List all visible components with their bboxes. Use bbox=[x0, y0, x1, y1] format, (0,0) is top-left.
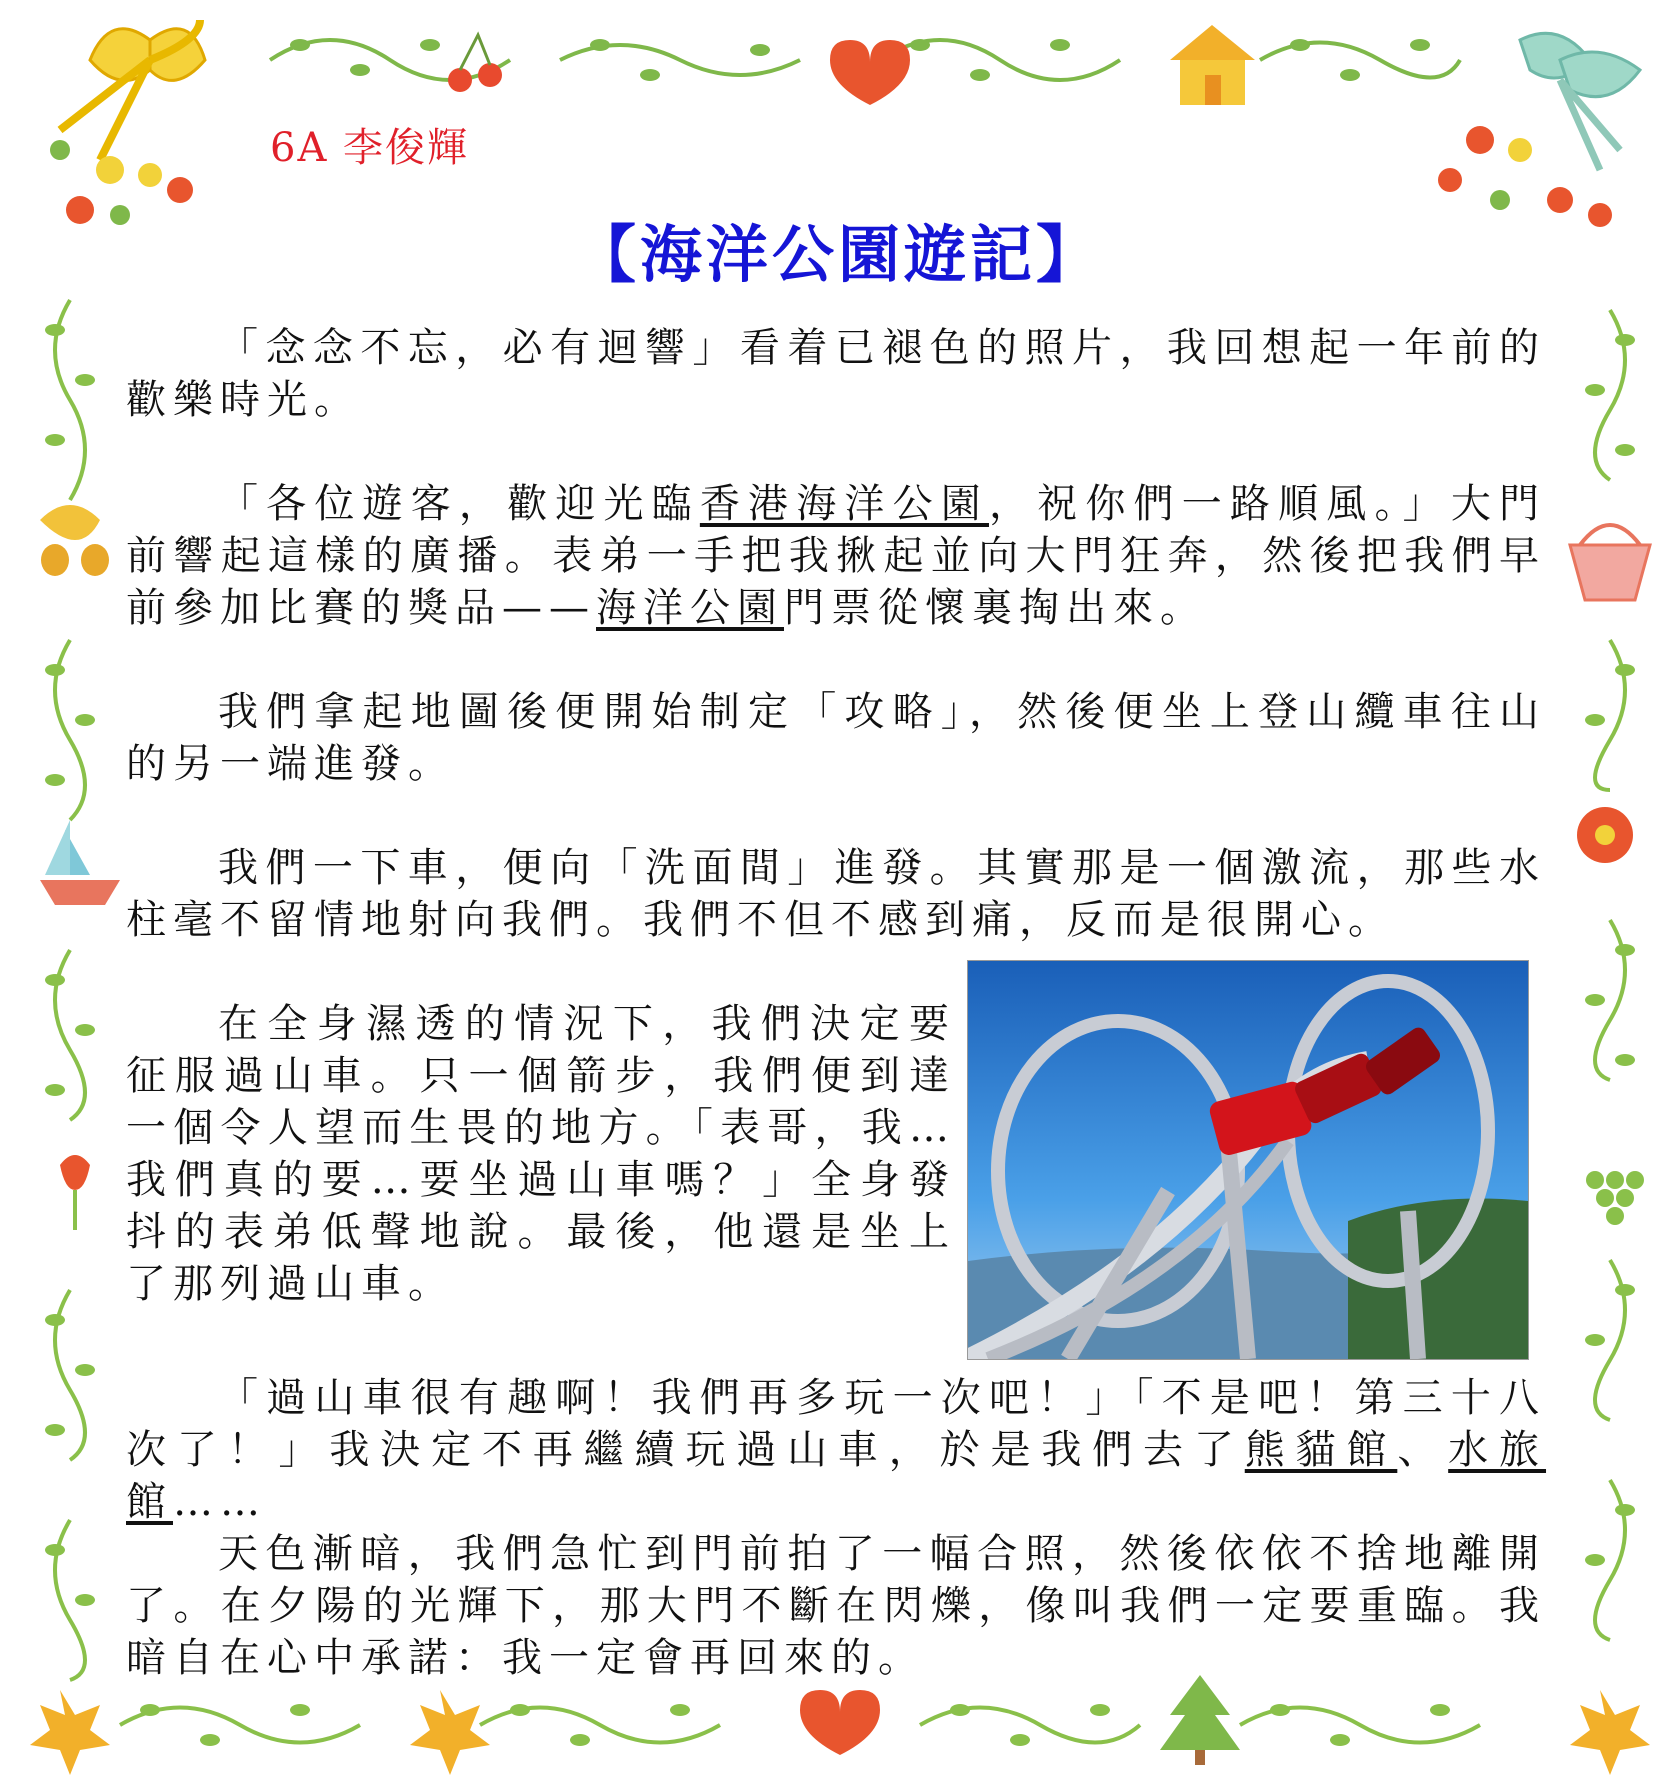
pine-tree-icon bbox=[1160, 1675, 1240, 1765]
paragraph-5 bbox=[126, 998, 956, 1310]
paragraph-text: 「過山車很有趣啊！我們再多玩一次吧！」「不是吧！第三十八次了！」我決定不再繼續玩過山車，於是我們去了 bbox=[126, 1375, 1546, 1473]
paragraph-2 bbox=[126, 478, 1546, 634]
place-name-ocean-park-short: 海洋公園 bbox=[596, 585, 784, 631]
paragraph-text: 我們一下車，便向「洗面間」進發。其實那是一個激流，那些水柱毫不留情地射向我們。我們不但不感到痛，反而是很開心。 bbox=[126, 845, 1546, 943]
grapes-icon bbox=[1586, 1171, 1644, 1225]
paragraph-7 bbox=[126, 1528, 1546, 1684]
maple-leaf-icon-right bbox=[1570, 1690, 1650, 1775]
roller-coaster-photo bbox=[967, 960, 1529, 1360]
place-name-panda-house: 熊貓館 bbox=[1244, 1427, 1398, 1473]
acorn-icon bbox=[40, 505, 109, 576]
right-leaves bbox=[1585, 334, 1635, 1566]
essay-title: 【海洋公園遊記】 bbox=[573, 218, 1102, 291]
flower-icon bbox=[1577, 807, 1633, 863]
heart-icon bbox=[830, 40, 910, 105]
paragraph-text: 我們拿起地圖後便開始制定「攻略」，然後便坐上登山纜車往山的另一端進發。 bbox=[126, 689, 1546, 787]
right-vine bbox=[1595, 310, 1625, 1640]
paragraph-text: 門票從懷裏掏出來。 bbox=[784, 585, 1207, 631]
author-name: 6A 李俊輝 bbox=[270, 125, 470, 171]
place-name-aquarium: 水旅館 bbox=[126, 1427, 1547, 1525]
paragraph-4 bbox=[126, 842, 1546, 946]
tulip-icon bbox=[60, 1155, 90, 1230]
paragraph-text: 天色漸暗，我們急忙到門前拍了一幅合照，然後依依不捨地離開了。在夕陽的光輝下，那大門不斷在閃爍，像叫我們一定要重臨。我暗自在心中承諾：我一定會再回來的。 bbox=[126, 1531, 1546, 1681]
paragraph-text: 「各位遊客，歡迎光臨 bbox=[218, 481, 700, 527]
house-icon bbox=[1170, 25, 1255, 105]
maple-leaf-icon-left bbox=[30, 1690, 110, 1775]
roller-coaster-image bbox=[968, 961, 1528, 1359]
basket-icon bbox=[1570, 525, 1650, 600]
paragraph-3 bbox=[126, 686, 1546, 790]
paragraph-1 bbox=[126, 322, 1546, 426]
bottom-heart-icon bbox=[800, 1690, 880, 1755]
maple-leaf-icon-mid bbox=[410, 1690, 490, 1775]
place-name-ocean-park: 香港海洋公園 bbox=[699, 481, 989, 527]
cherry-icon bbox=[448, 35, 502, 92]
sailboat-icon bbox=[40, 820, 120, 905]
paragraph-6 bbox=[126, 1372, 1546, 1528]
paragraph-text: 在全身濕透的情況下，我們決定要征服過山車。只一個箭步，我們便到達一個令人望而生畏的地方。「表哥，我…我們真的要…要坐過山車嗎？」全身發抖的表弟低聲地說。最後，他還是坐上了那列過山車。 bbox=[126, 1001, 956, 1307]
ribbon-icon bbox=[1520, 33, 1640, 170]
paragraph-text: …… bbox=[173, 1479, 267, 1525]
paragraph-text: ，祝你們一路順風。」大門前響起這樣的廣播。表弟一手把我揪起並向大門狂奔，然後把我們早前參加比賽的獎品—— bbox=[126, 481, 1547, 631]
paragraph-text: 「念念不忘，必有迴響」看着已褪色的照片，我回想起一年前的歡樂時光。 bbox=[126, 325, 1546, 423]
bottom-leaves bbox=[140, 1704, 1450, 1746]
bow-icon bbox=[60, 20, 205, 160]
paragraph-text: 、 bbox=[1397, 1427, 1449, 1473]
